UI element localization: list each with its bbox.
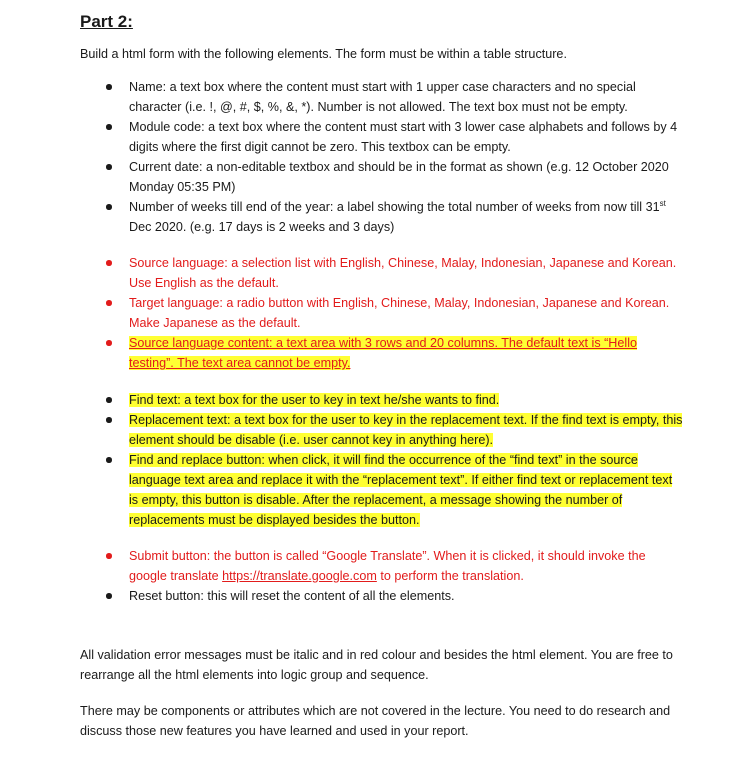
submit-text-start: Submit button: the button is called “Google Translate”. When it is clicked, it should invoke the google translate — [129, 549, 646, 583]
bullet-icon — [106, 340, 112, 346]
bullet-icon — [106, 457, 112, 463]
list-item — [0, 586, 729, 606]
highlighted-text: Replacement text: a text box for the user to key in the replacement text. If the find text is empty, this element should be disable (i.e. user cannot key in anything here). — [129, 413, 683, 447]
source-content-requirement — [129, 333, 684, 373]
list-item — [0, 253, 729, 293]
list-item — [0, 410, 729, 450]
requirements-list-basic — [0, 77, 729, 237]
highlighted-text: Find text: a text box for the user to key in text he/she wants to find. — [129, 393, 500, 407]
submit-button-requirement — [129, 546, 684, 586]
list-item — [0, 117, 729, 157]
requirements-list-buttons — [0, 546, 729, 606]
weeks-superscript: st — [659, 198, 666, 208]
list-item — [0, 77, 729, 117]
bullet-icon — [106, 417, 112, 423]
highlighted-text: Source language content: a text area with 3 rows and 20 columns. The default text is “Hello testing”. The text area cannot be empty. — [129, 336, 638, 370]
bullet-icon — [106, 204, 112, 210]
submit-text-end: to perform the translation. — [376, 569, 524, 583]
list-item — [0, 450, 729, 530]
bullet-icon — [106, 84, 112, 90]
list-item — [0, 390, 729, 410]
target-language-requirement: Target language: a radio button with English, Chinese, Malay, Indonesian, Japanese and Korean. Make Japanese as the default. — [129, 296, 670, 330]
research-note: There may be components or attributes which are not covered in the lecture. You need to do research and discuss those new features you have learned and used in your report. — [80, 704, 671, 738]
module-code-requirement: Module code: a text box where the content must start with 3 lower case alphabets and follows by 4 digits where the first digit cannot be zero. This textbox can be empty. — [129, 120, 678, 154]
weeks-text-end: Dec 2020. (e.g. 17 days is 2 weeks and 3 days) — [129, 220, 395, 234]
find-text-requirement — [129, 390, 684, 410]
highlighted-text: Find and replace button: when click, it will find the occurrence of the “find text” in the source language text area and replace it with the “replacement text”. If either find text or replacement text is empty, this button is disable. After the replacement, a message showing the number of replacements must be displayed besides the button. — [129, 453, 673, 527]
bullet-icon — [106, 593, 112, 599]
validation-note: All validation error messages must be italic and in red colour and besides the html element. You are free to rearrange all the html elements into logic group and sequence. — [80, 648, 673, 682]
bullet-icon — [106, 397, 112, 403]
weeks-requirement — [129, 197, 684, 237]
bullet-icon — [106, 300, 112, 306]
name-requirement: Name: a text box where the content must start with 1 upper case characters and no special character (i.e. !, @, #, $, %, &, *). Number is not allowed. The text box must not be empty. — [129, 80, 636, 114]
bullet-icon — [106, 553, 112, 559]
list-item — [0, 333, 729, 373]
reset-button-requirement: Reset button: this will reset the content of all the elements. — [129, 589, 455, 603]
list-item — [0, 546, 729, 586]
find-replace-button-requirement — [129, 450, 684, 530]
google-translate-link[interactable]: https://translate.google.com — [222, 569, 377, 583]
source-language-requirement: Source language: a selection list with English, Chinese, Malay, Indonesian, Japanese and Korean. Use English as the default. — [129, 256, 677, 290]
weeks-text-start: Number of weeks till end of the year: a label showing the total number of weeks from now till 31 — [129, 200, 660, 214]
list-item — [0, 157, 729, 197]
bullet-icon — [106, 260, 112, 266]
intro-text: Build a html form with the following elements. The form must be within a table structure. — [80, 47, 567, 61]
part-heading: Part 2: — [80, 12, 133, 31]
current-date-requirement: Current date: a non-editable textbox and should be in the format as shown (e.g. 12 October 2020 Monday 05:35 PM) — [129, 160, 669, 194]
bullet-icon — [106, 124, 112, 130]
requirements-list-language — [0, 253, 729, 373]
bullet-icon — [106, 164, 112, 170]
replacement-text-requirement — [129, 410, 684, 450]
list-item — [0, 197, 729, 237]
requirements-list-find-replace — [0, 390, 729, 530]
list-item — [0, 293, 729, 333]
